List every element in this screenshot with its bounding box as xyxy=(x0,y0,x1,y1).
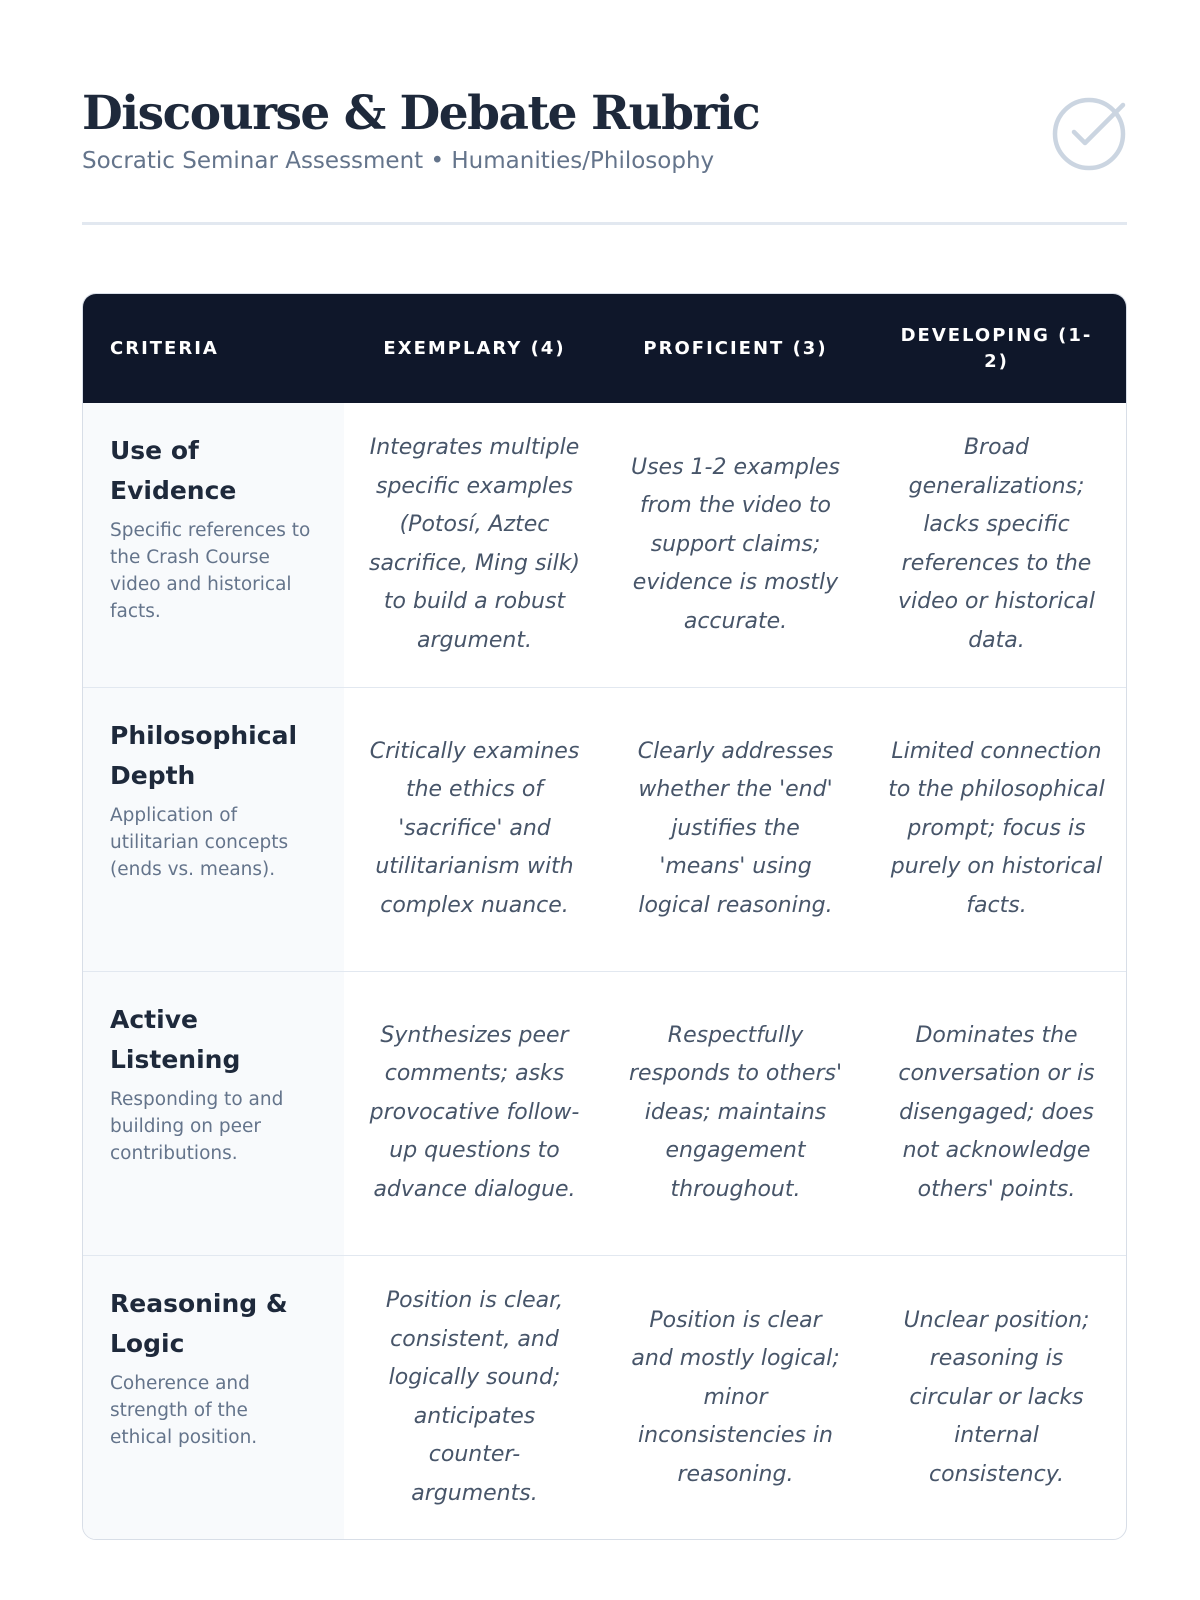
criterion-name: Active Listening xyxy=(110,1004,241,1074)
developing-cell: Unclear position; reasoning is circular or lacks internal consistency. xyxy=(903,1307,1090,1487)
column-header-criteria: CRITERIA xyxy=(110,337,219,359)
page-header xyxy=(82,86,1127,226)
criterion-name: Philosophical Depth xyxy=(110,720,298,790)
table-row xyxy=(83,971,1127,1255)
column-header-proficient: PROFICIENT (3) xyxy=(643,337,828,359)
page-subtitle: Socratic Seminar Assessment • Humanities/Philosophy xyxy=(82,148,715,174)
developing-cell: Broad generalizations; lacks specific references to the video or historical data. xyxy=(897,435,1096,653)
table-header-row xyxy=(83,294,1127,403)
exemplary-cell: Critically examines the ethics of 'sacrifice' and utilitarianism with complex nuance. xyxy=(369,738,580,918)
criterion-name: Use of Evidence xyxy=(110,436,237,505)
criterion-description: Specific references to the Crash Course video and historical facts. xyxy=(110,520,311,622)
criterion-cell xyxy=(83,1255,344,1540)
check-circle-icon xyxy=(1051,96,1127,172)
criterion-cell xyxy=(83,403,344,687)
criterion-cell xyxy=(83,687,344,971)
criterion-description: Coherence and strength of the ethical position. xyxy=(110,1372,258,1448)
exemplary-cell: Synthesizes peer comments; asks provocative follow-up questions to advance dialogue. xyxy=(369,1022,580,1202)
proficient-cell: Uses 1-2 examples from the video to support claims; evidence is mostly accurate. xyxy=(630,454,841,634)
table-row xyxy=(83,687,1127,971)
table-row xyxy=(83,403,1127,687)
criterion-cell xyxy=(83,971,344,1255)
proficient-cell: Respectfully responds to others' ideas; maintains engagement throughout. xyxy=(628,1022,843,1202)
exemplary-cell: Position is clear, consistent, and logically sound; anticipates counter-arguments. xyxy=(385,1288,564,1506)
proficient-cell: Position is clear and mostly logical; minor inconsistencies in reasoning. xyxy=(631,1307,840,1487)
table-row xyxy=(83,1255,1127,1540)
developing-cell: Limited connection to the philosophical prompt; focus is purely on historical facts. xyxy=(888,738,1105,918)
column-header-exemplary: EXEMPLARY (4) xyxy=(383,337,566,359)
criterion-description: Responding to and building on peer contributions. xyxy=(110,1088,284,1164)
criterion-description: Application of utilitarian concepts (ends vs. means). xyxy=(110,804,289,880)
header-divider xyxy=(82,222,1127,225)
column-header-developing: DEVELOPING (1-2) xyxy=(900,324,1093,372)
criterion-name: Reasoning & Logic xyxy=(110,1288,288,1358)
rubric-table xyxy=(82,293,1127,1540)
page-title: Discourse & Debate Rubric xyxy=(82,86,760,141)
exemplary-cell: Integrates multiple specific examples (Potosí, Aztec sacrifice, Ming silk) to build a robust argument. xyxy=(368,435,581,653)
developing-cell: Dominates the conversation or is disengaged; does not acknowledge others' points. xyxy=(898,1022,1095,1202)
proficient-cell: Clearly addresses whether the 'end' justifies the 'means' using logical reasoning. xyxy=(637,738,834,918)
